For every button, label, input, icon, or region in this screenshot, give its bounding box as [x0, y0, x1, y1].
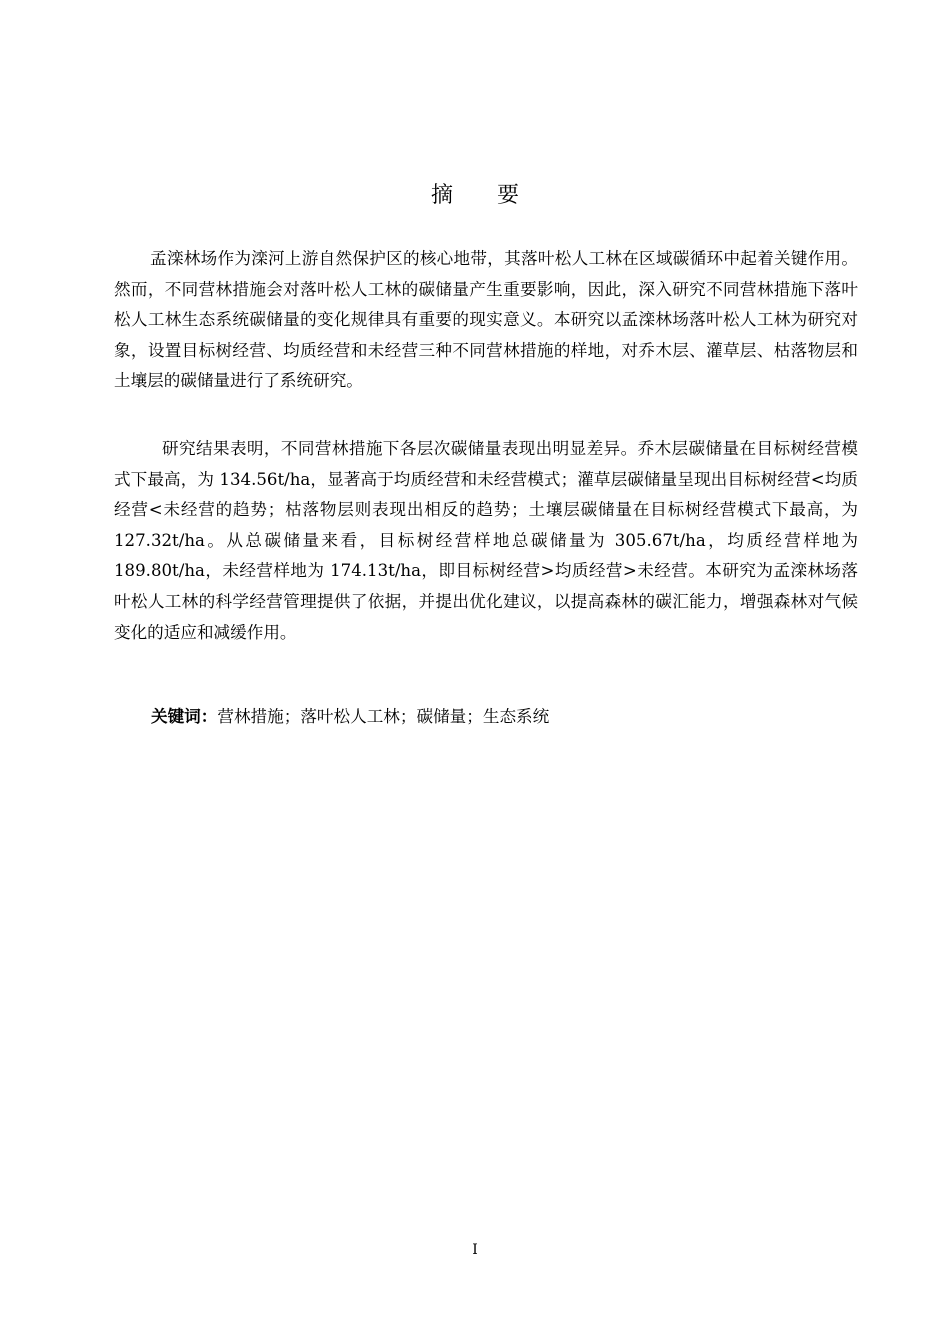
page-number: I: [472, 1242, 478, 1258]
keywords-label: 关键词：: [151, 707, 218, 726]
abstract-title-char-2: 要: [497, 183, 520, 208]
abstract-paragraph-2: 研究结果表明，不同营林措施下各层次碳储量表现出明显差异。乔木层碳储量在目标树经营模式下最高，为 134.56t/ha，显著高于均质经营和未经营模式；灌草层碳储量呈现出目标树经营<均质经营<未经营的趋势；枯落物层则表现出相反的趋势；土壤层碳储量在目标树经营模式下最高，为 127.32t/ha。从总碳储量来看，目标树经营样地总碳储量为 305.67t/ha，均质经营样地为 189.80t/ha，未经营样地为 174.13t/ha，即目标树经营>均质经营>未经营。本研究为孟滦林场落叶松人工林的科学经营管理提供了依据，并提出优化建议，以提高森林的碳汇能力，增强森林对气候变化的适应和减缓作用。: [114, 439, 858, 642]
abstract-title: [0, 178, 950, 209]
keywords-value: 营林措施；落叶松人工林；碳储量；生态系统: [217, 707, 550, 726]
abstract-title-char-1: 摘: [430, 183, 453, 208]
abstract-paragraph-1: 孟滦林场作为滦河上游自然保护区的核心地带，其落叶松人工林在区域碳循环中起着关键作用。然而，不同营林措施会对落叶松人工林的碳储量产生重要影响，因此，深入研究不同营林措施下落叶松人工林生态系统碳储量的变化规律具有重要的现实意义。本研究以孟滦林场落叶松人工林为研究对象，设置目标树经营、均质经营和未经营三种不同营林措施的样地，对乔木层、灌草层、枯落物层和土壤层的碳储量进行了系统研究。: [114, 249, 858, 391]
keywords-line: [151, 704, 549, 730]
